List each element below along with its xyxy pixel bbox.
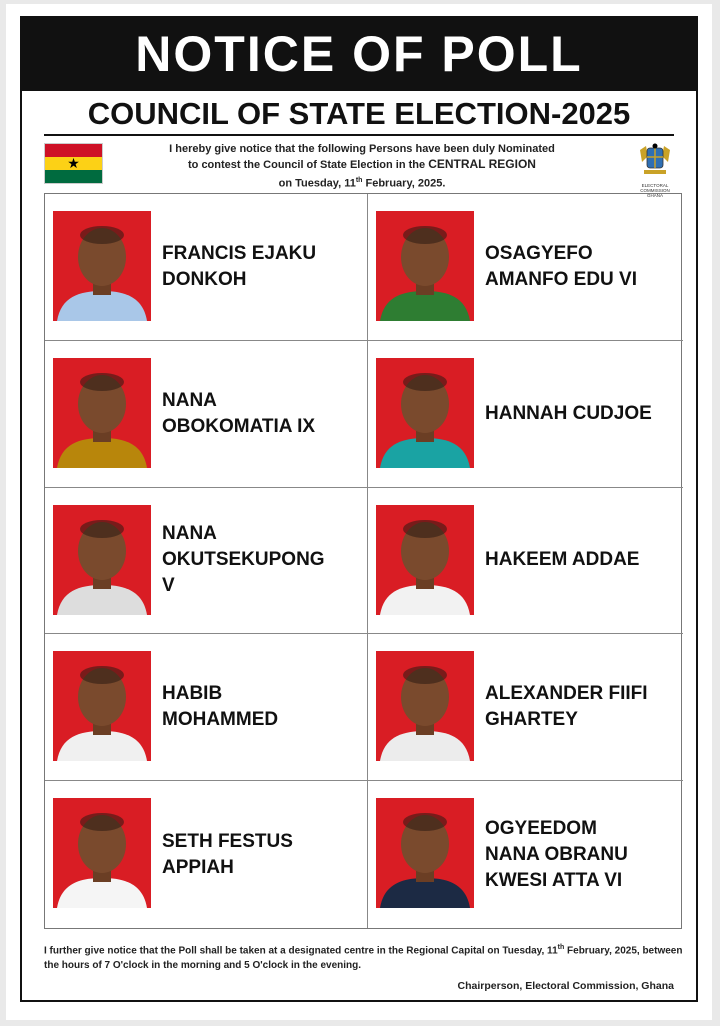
- candidate-name: NANA OKUTSEKUPONG V: [162, 523, 325, 597]
- candidate-card: [368, 488, 683, 635]
- intro-line-3-suffix: February, 2025.: [362, 177, 446, 190]
- black-star-icon: ★: [67, 155, 80, 171]
- candidate-name: HABIB MOHAMMED: [162, 683, 279, 731]
- notice-sheet: [6, 4, 712, 1020]
- candidate-name: HANNAH CUDJOE: [485, 402, 652, 424]
- candidate-name: OGYEEDOM NANA OBRANU KWESI ATTA VI: [485, 817, 628, 891]
- intro-line-1: I hereby give notice that the following Persons have been duly Nominated: [169, 143, 555, 155]
- poll-note-suffix: February, 2025, between the hours of 7 O'clock in the morning and 5 O'clock in the evening.: [44, 945, 683, 972]
- electoral-commission-emblem: [627, 142, 683, 198]
- candidate-name: SETH FESTUS APPIAH: [162, 830, 293, 878]
- region-name: CENTRAL REGION: [428, 157, 536, 171]
- emblem-caption-1: ELECTORAL COMMISSION: [640, 183, 670, 193]
- candidate-card: [45, 488, 368, 635]
- candidate-card: [45, 341, 368, 488]
- portrait-silhouette-icon: [53, 505, 151, 615]
- candidate-photo: [376, 798, 474, 908]
- signature-line: Chairperson, Electoral Commission, Ghana: [457, 980, 674, 992]
- candidate-card: [368, 341, 683, 488]
- candidate-card: [368, 634, 683, 781]
- candidate-card: [368, 781, 683, 928]
- candidate-photo: [53, 358, 151, 468]
- intro-ordinal: th: [355, 177, 363, 184]
- candidate-name: OSAGYEFO AMANFO EDU VI: [485, 242, 637, 290]
- intro-line-3-text: on Tuesday, 11: [278, 177, 356, 190]
- candidate-photo: [376, 651, 474, 761]
- portrait-silhouette-icon: [53, 651, 151, 761]
- candidate-photo: [376, 211, 474, 321]
- divider: [44, 134, 674, 136]
- portrait-silhouette-icon: [376, 505, 474, 615]
- candidate-card: [45, 781, 368, 928]
- candidate-photo: [53, 651, 151, 761]
- candidates-grid: [44, 193, 682, 929]
- intro-line-2: [142, 157, 582, 173]
- emblem-caption-2: GHANA: [646, 193, 663, 198]
- candidate-name: ALEXANDER FIIFI GHARTEY: [485, 683, 648, 731]
- portrait-silhouette-icon: [376, 798, 474, 908]
- candidate-card: [45, 194, 368, 341]
- candidate-name: NANA OBOKOMATIA IX: [162, 389, 316, 437]
- poll-note-ordinal: th: [557, 944, 565, 951]
- intro-line-2-text: to contest the Council of State Election in the: [188, 159, 429, 171]
- candidate-photo: [53, 505, 151, 615]
- intro-line-3: [142, 173, 582, 192]
- portrait-silhouette-icon: [376, 211, 474, 321]
- candidate-photo: [376, 358, 474, 468]
- coat-of-arms-icon: [632, 142, 678, 178]
- intro-text: [142, 142, 582, 192]
- notice-frame: [20, 16, 698, 1002]
- ghana-flag-icon: [44, 143, 103, 184]
- portrait-silhouette-icon: [376, 651, 474, 761]
- candidate-card: [368, 194, 683, 341]
- portrait-silhouette-icon: [53, 211, 151, 321]
- candidate-photo: [376, 505, 474, 615]
- notice-title: NOTICE OF POLL: [22, 18, 696, 91]
- candidate-name: FRANCIS EJAKU DONKOH: [162, 242, 317, 290]
- poll-details-note: [44, 940, 684, 973]
- election-subtitle: COUNCIL OF STATE ELECTION-2025: [87, 96, 631, 131]
- candidate-name: HAKEEM ADDAE: [485, 549, 640, 571]
- portrait-silhouette-icon: [53, 798, 151, 908]
- candidate-card: [45, 634, 368, 781]
- candidate-photo: [53, 798, 151, 908]
- portrait-silhouette-icon: [376, 358, 474, 468]
- candidate-photo: [53, 211, 151, 321]
- portrait-silhouette-icon: [53, 358, 151, 468]
- poll-note-text: I further give notice that the Poll shall be taken at a designated centre in the Regional Capital on Tuesday, 11: [44, 945, 558, 957]
